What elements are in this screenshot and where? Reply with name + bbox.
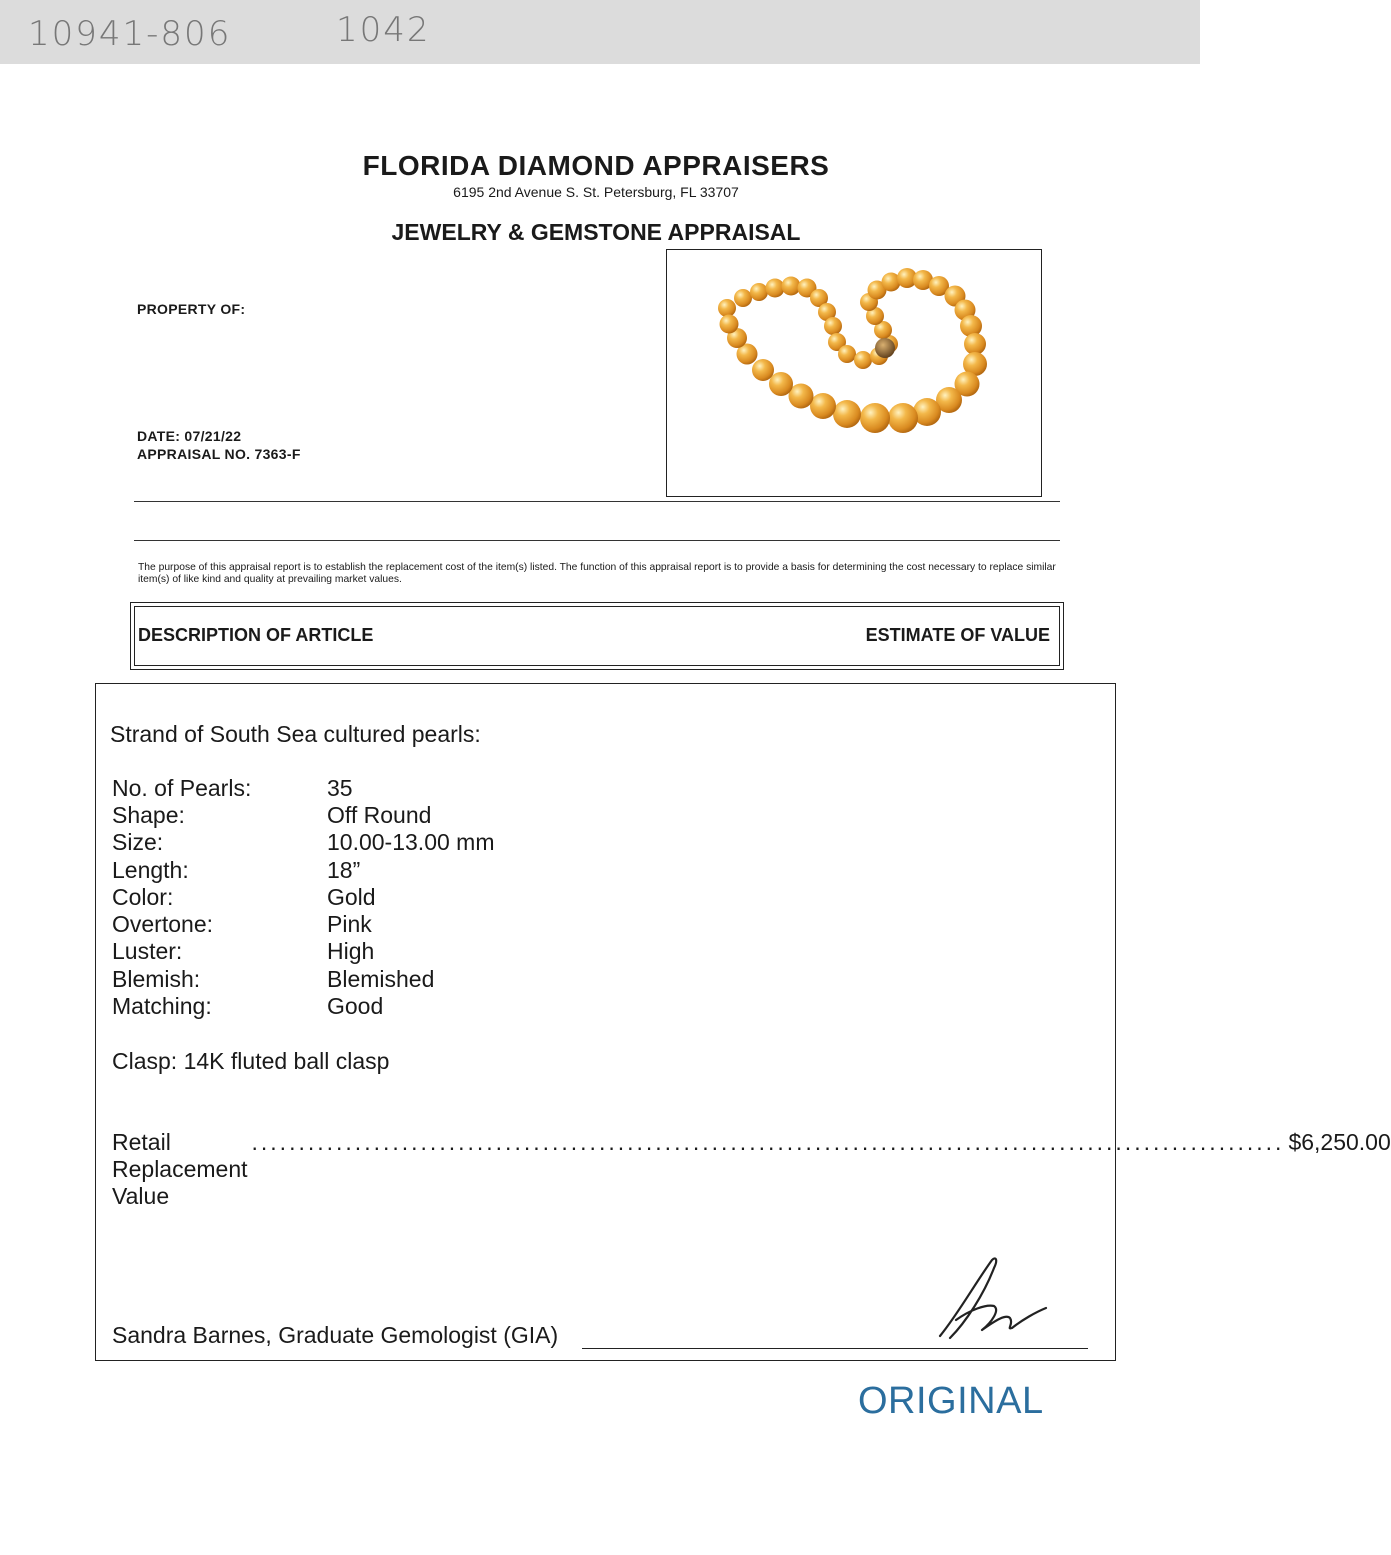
pearl: [810, 393, 836, 419]
estimate-header: ESTIMATE OF VALUE: [865, 625, 1050, 645]
pearl: [766, 279, 785, 298]
pearl: [718, 299, 736, 317]
signature-line: [582, 1348, 1088, 1349]
pearl: [752, 359, 774, 381]
spec-value: Good: [327, 993, 384, 1019]
description-header: DESCRIPTION OF ARTICLE: [138, 625, 374, 645]
column-header-box: [130, 602, 1064, 670]
document-title: JEWELRY & GEMSTONE APPRAISAL: [391, 219, 801, 245]
column-header-inner: [134, 606, 1060, 666]
pearl: [824, 317, 842, 335]
spec-value: Blemished: [327, 966, 435, 992]
pearl: [720, 315, 739, 334]
spec-value: High: [327, 938, 375, 964]
property-line-2: [134, 540, 1060, 541]
pearl: [964, 333, 986, 355]
dot-leader: ..............................................................................................................: [251, 1129, 1285, 1155]
pearl: [750, 283, 768, 301]
spec-label: Blemish:: [112, 966, 201, 992]
spec-label: Color:: [112, 884, 174, 910]
pearl: [833, 400, 861, 428]
spec-label: Size:: [112, 829, 164, 855]
spec-label: No. of Pearls:: [112, 775, 252, 801]
clasp-description: Clasp: 14K fluted ball clasp: [112, 1048, 390, 1074]
retail-value-amount: $6,250.00: [1288, 1129, 1391, 1155]
spec-value: Off Round: [327, 802, 432, 828]
article-intro: Strand of South Sea cultured pearls:: [110, 721, 481, 747]
property-of-label: PROPERTY OF:: [137, 301, 246, 317]
clasp: [875, 338, 895, 358]
spec-value: Pink: [327, 911, 372, 937]
appraiser-name: Sandra Barnes, Graduate Gemologist (GIA): [112, 1322, 559, 1348]
pearl: [782, 277, 801, 296]
spec-value: Gold: [327, 884, 376, 910]
spec-label: Shape:: [112, 802, 185, 828]
appraiser-signature: [918, 1254, 1078, 1354]
pearl-necklace-photo: [666, 249, 1042, 497]
article-box: [95, 683, 1391, 1361]
spec-value: 10.00-13.00 mm: [327, 829, 495, 855]
spec-label: Matching:: [112, 993, 212, 1019]
spec-value: 35: [327, 775, 353, 801]
pearl: [734, 289, 752, 307]
spec-value: 18”: [327, 857, 361, 883]
retail-value-row: [112, 1129, 1391, 1210]
pearl: [888, 403, 918, 433]
appraisal-date: DATE: 07/21/22: [137, 428, 242, 444]
appraisal-number: APPRAISAL NO. 7363-F: [137, 446, 301, 462]
pearl: [860, 403, 890, 433]
handwritten-note-left: 10941-806: [28, 14, 232, 54]
pearl-strand-image: [667, 250, 1041, 496]
handwritten-note-right: 1042: [336, 10, 431, 50]
spec-label: Luster:: [112, 938, 183, 964]
original-stamp: ORIGINAL: [858, 1380, 1044, 1422]
company-name: FLORIDA DIAMOND APPRAISERS: [362, 150, 830, 181]
company-address: 6195 2nd Avenue S. St. Petersburg, FL 33707: [453, 184, 739, 200]
pearl: [769, 372, 793, 396]
pearl: [838, 345, 856, 363]
purpose-statement: The purpose of this appraisal report is to establish the replacement cost of the item(s) listed. The function of this appraisal report is to provide a basis for determining the cost necessary to replace similar item(s) of like kind and quality at prevailing market values.: [138, 562, 1056, 585]
spec-label: Length:: [112, 857, 189, 883]
property-line-1: [134, 501, 1060, 502]
retail-value-label: Retail Replacement Value: [112, 1129, 248, 1209]
pearl: [854, 351, 872, 369]
spec-label: Overtone:: [112, 911, 213, 937]
